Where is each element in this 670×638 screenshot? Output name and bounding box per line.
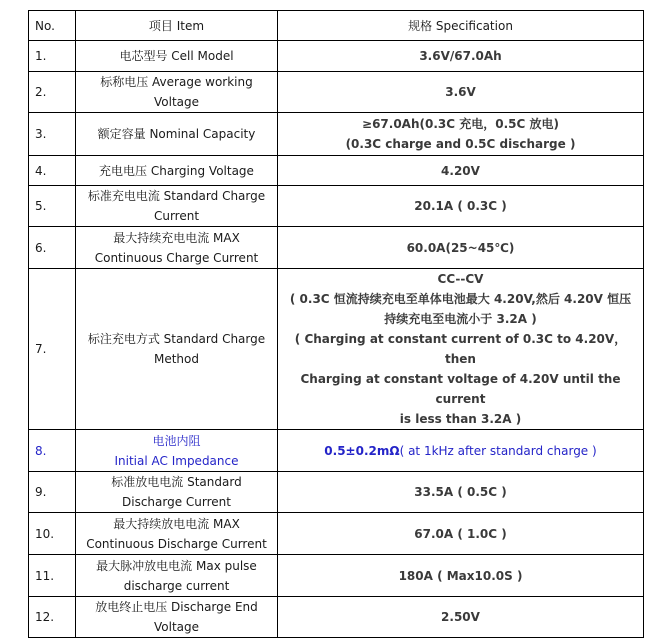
spec-cell (278, 513, 644, 555)
item-text: 标注充电方式 Standard Charge (87, 332, 266, 346)
spec-cell (278, 269, 644, 430)
item-text: 放电终止电压 Discharge End (95, 600, 258, 614)
spec-text: 20.1A ( 0.3C ) (414, 199, 507, 213)
spec-text: is less than 3.2A ) (399, 412, 522, 426)
row-number: 5. (29, 186, 76, 227)
spec-text: ( 0.3C 恒流持续充电至单体电池最大 4.20V,然后 4.20V 恒压 (289, 292, 632, 306)
item-text: 电芯型号 Cell Model (119, 49, 234, 63)
table-row (29, 41, 644, 72)
spec-cell (278, 186, 644, 227)
item-cell (76, 186, 278, 227)
spec-text: 4.20V (441, 163, 480, 178)
spec-text (284, 441, 637, 461)
spec-cell (278, 113, 644, 156)
table-row (29, 555, 644, 597)
row-number: 2. (29, 72, 76, 113)
spec-cell (278, 156, 644, 186)
item-cell (76, 41, 278, 72)
table-header-row (29, 11, 644, 41)
item-text: Method (153, 352, 199, 366)
spec-text: 3.6V/67.0Ah (419, 49, 502, 63)
row-number: 7. (29, 269, 76, 430)
spec-text: ( Charging at constant current of 0.3C to 4.20V，then (294, 332, 627, 366)
item-text: Initial AC Impedance (114, 453, 239, 468)
item-text: 标准充电电流 Standard Charge (87, 189, 266, 203)
table-row (29, 72, 644, 113)
table-row (29, 472, 644, 513)
item-cell (76, 113, 278, 156)
specification-table (28, 10, 644, 638)
item-text: 最大脉冲放电电流 Max pulse (96, 558, 257, 573)
item-cell (76, 156, 278, 186)
item-cell (76, 269, 278, 430)
item-cell (76, 513, 278, 555)
item-text: 额定容量 Nominal Capacity (97, 127, 256, 141)
spec-text: 180A ( Max10.0S ) (398, 568, 523, 583)
table-row (29, 156, 644, 186)
spec-text: ≥67.0Ah(0.3C 充电，0.5C 放电) (362, 117, 559, 131)
row-number: 3. (29, 113, 76, 156)
item-text: Continuous Discharge Current (86, 536, 267, 551)
item-text: 最大持续充电电流 MAX (113, 230, 240, 245)
row-number: 12. (29, 597, 76, 638)
item-cell (76, 597, 278, 638)
item-cell (76, 472, 278, 513)
item-text: Voltage (153, 95, 199, 109)
spec-value: 0.5±0.2mΩ (324, 443, 400, 458)
item-text: 最大持续放电电流 MAX (113, 516, 240, 531)
table-row (29, 113, 644, 156)
spec-cell (278, 555, 644, 597)
spec-text: 3.6V (445, 85, 476, 99)
table-row (29, 513, 644, 555)
item-text: discharge current (123, 578, 230, 593)
spec-text: 持续充电至电流小于 3.2A ) (384, 312, 537, 326)
spec-text: (0.3C charge and 0.5C discharge ) (345, 137, 576, 151)
spec-cell (278, 72, 644, 113)
item-cell (76, 430, 278, 472)
spec-cell (278, 597, 644, 638)
table-row (29, 430, 644, 472)
spec-cell (278, 430, 644, 472)
item-text: Current (153, 209, 200, 223)
table-row (29, 186, 644, 227)
spec-cell (278, 227, 644, 269)
item-cell (76, 555, 278, 597)
spec-cell (278, 41, 644, 72)
row-number: 10. (29, 513, 76, 555)
spec-text: 33.5A ( 0.5C ) (414, 485, 507, 499)
header-no: No. (29, 11, 76, 41)
item-text: Continuous Charge Current (94, 250, 259, 265)
item-cell (76, 227, 278, 269)
item-text: Voltage (153, 620, 199, 634)
spec-text: CC--CV (437, 272, 484, 286)
item-text: 电池内阻 (152, 433, 201, 448)
table-body (29, 41, 644, 638)
row-number: 11. (29, 555, 76, 597)
header-item: 项目 Item (76, 11, 278, 41)
item-text: 标称电压 Average working (100, 75, 253, 89)
row-number: 9. (29, 472, 76, 513)
row-number: 6. (29, 227, 76, 269)
item-text: 标准放电电流 Standard (111, 475, 242, 489)
table-row (29, 269, 644, 430)
spec-condition: ( at 1kHz after standard charge ) (399, 443, 597, 458)
spec-text: 2.50V (441, 610, 480, 624)
item-cell (76, 72, 278, 113)
spec-text: 60.0A(25~45℃) (406, 240, 515, 255)
row-number: 8. (29, 430, 76, 472)
row-number: 1. (29, 41, 76, 72)
table-row (29, 597, 644, 638)
spec-text: Charging at constant voltage of 4.20V until the current (300, 372, 621, 406)
spec-text: 67.0A ( 1.0C ) (414, 526, 507, 541)
header-spec: 规格 Specification (278, 11, 644, 41)
row-number: 4. (29, 156, 76, 186)
item-text: 充电电压 Charging Voltage (99, 163, 254, 178)
spec-cell (278, 472, 644, 513)
table-row (29, 227, 644, 269)
item-text: Discharge Current (122, 495, 231, 509)
